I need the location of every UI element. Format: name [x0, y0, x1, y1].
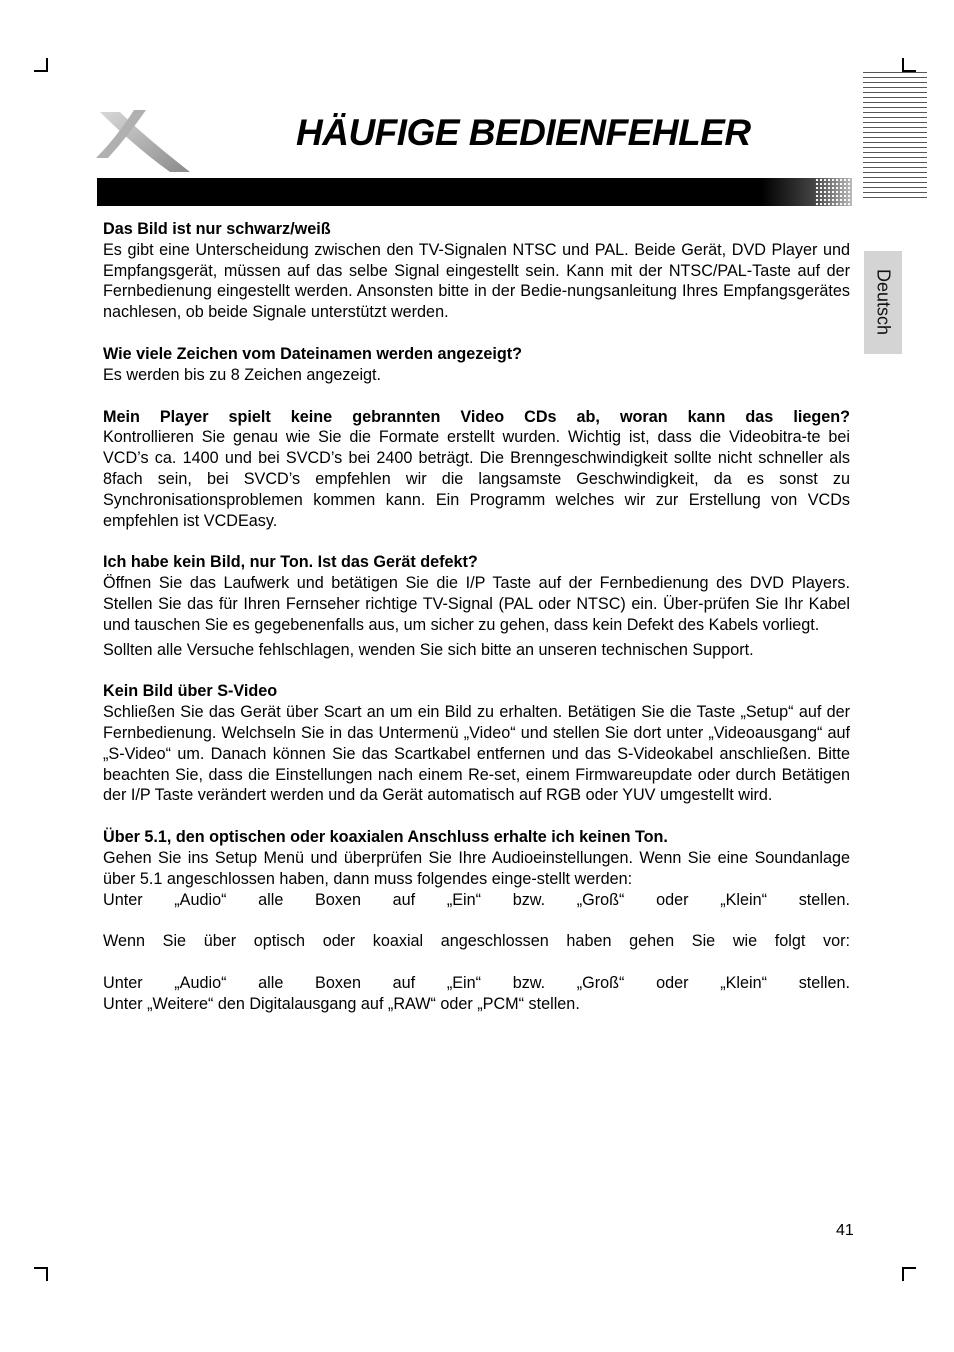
x-brand-logo-icon [94, 106, 194, 176]
section-paragraph: Unter „Weitere“ den Digitalausgang auf „RAW“ oder „PCM“ stellen. [103, 994, 580, 1013]
section-heading: Wie viele Zeichen vom Dateinamen werden angezeigt? [103, 344, 523, 363]
crop-mark-top-right [902, 58, 916, 72]
section-paragraph: Sollten alle Versuche fehlschlagen, wenden Sie sich bitte an unseren technischen Support. [103, 640, 754, 659]
faq-content [103, 219, 850, 1015]
section-heading: Ich habe kein Bild, nur Ton. Ist das Gerät defekt? [103, 553, 478, 572]
language-tab [864, 251, 902, 354]
section-heading: Über 5.1, den optischen oder koaxialen Anschluss erhalte ich keinen Ton. [103, 828, 668, 847]
section-paragraph: Gehen Sie ins Setup Menü und überprüfen Sie Ihre Audioeinstellungen. Wenn Sie eine Soundanlage über 5.1 angeschlossen haben, dann muss folgendes einge-stellt werden: [103, 848, 850, 888]
crop-mark-bottom-left [34, 1267, 48, 1281]
section-heading: Mein Player spielt keine gebrannten Video CDs ab, woran kann das liegen? [103, 407, 850, 426]
decorative-stripes [863, 72, 927, 198]
section-paragraph: Kontrollieren Sie genau wie Sie die Formate erstellt wurden. Wichtig ist, dass die Videobitra-te bei VCD’s ca. 1400 und bei SVCD’s bei 2400 beträgt. Die Brenngeschwindigkeit sollte nicht schneller als 8fach sein, bei SVCD’s empfehlen wir die langsamste Geschwindigkeit, da es sonst zu Synchronisationsproblemen kommen kann. Ein Programm welches wir zur Erstellung von VCDs empfehlen ist VCDEasy. [103, 428, 850, 530]
section-paragraph: Unter „Audio“ alle Boxen auf „Ein“ bzw. „Groß“ oder „Klein“ stellen. [103, 974, 850, 993]
section-paragraph: Unter „Audio“ alle Boxen auf „Ein“ bzw. „Groß“ oder „Klein“ stellen. [103, 890, 850, 909]
section-paragraph: Es werden bis zu 8 Zeichen angezeigt. [103, 365, 382, 384]
page-title: HÄUFIGE BEDIENFEHLER [296, 112, 751, 153]
header-bar-dots [815, 178, 852, 206]
section-heading: Das Bild ist nur schwarz/weiß [103, 220, 331, 238]
section-paragraph: Öffnen Sie das Laufwerk und betätigen Sie die I/P Taste auf der Fernbedienung des DVD Players. Stellen Sie das für Ihren Fernseher richtige TV-Signal (PAL oder NTSC) ein. Über-prüfen Sie Ihr Kabel und tauschen Sie es gegebenenfalls aus, um sicher zu gehen, dass kein Defekt des Kabels vorliegt. [103, 574, 850, 634]
section-heading: Kein Bild über S-Video [103, 682, 278, 701]
section-paragraph: Es gibt eine Unterscheidung zwischen den TV-Signalen NTSC und PAL. Beide Gerät, DVD Player und Empfangsgerät, müssen auf das selbe Signal eingestellt sein. Kann mit der NTSC/PAL-Taste auf der Fernbedienung eingestellt werden. Ansonsten bitte in der Bedie-nungsanleitung Ihres Empfangsgerätes nachlesen, ob beide Signale unterstützt werden. [103, 240, 850, 322]
page-number: 41 [836, 1222, 854, 1239]
language-tab-label: Deutsch [873, 269, 894, 336]
section-paragraph: Schließen Sie das Gerät über Scart an um ein Bild zu erhalten. Betätigen Sie die Taste „Setup“ auf der Fernbedienung. Welchseln Sie in das Untermenü „Video“ und stellen Sie dort unter „Videoausgang“ auf „S-Video“ um. Danach können Sie das Scartkabel entfernen und das S-Videokabel anschließen. Bitte beachten Sie, dass die Einstellungen nach einem Re-set, einem Firmwareupdate oder durch Betätigen der I/P Taste verändert werden und da Gerät automatisch auf RGB oder YUV umgestellt wird. [103, 703, 850, 805]
header-bar [97, 178, 852, 206]
crop-mark-bottom-right [902, 1267, 916, 1281]
section-paragraph: Wenn Sie über optisch oder koaxial angeschlossen haben gehen Sie wie folgt vor: [103, 932, 850, 951]
crop-mark-top-left [34, 58, 48, 72]
